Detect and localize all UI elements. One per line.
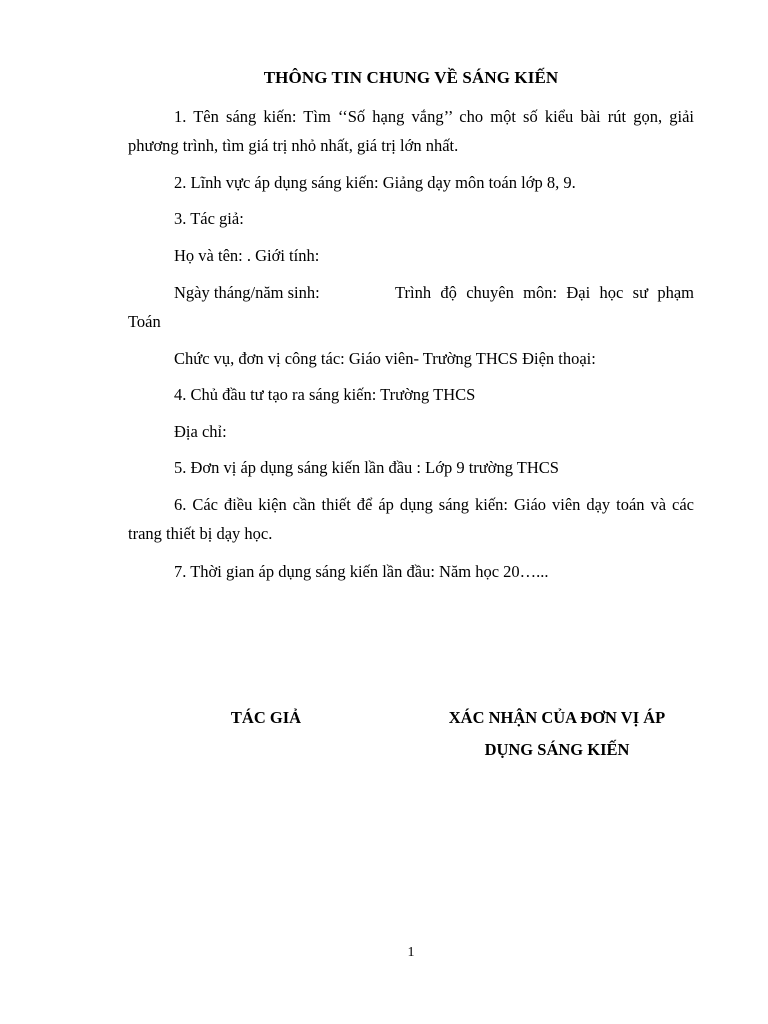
qualification-continuation: Toán (128, 312, 161, 331)
item-7-application-time: 7. Thời gian áp dụng sáng kiến lần đầu: Năm học 20…... (174, 562, 549, 581)
name-gender-line: Họ và tên: . Giới tính: (174, 246, 320, 265)
dob-label: Ngày tháng/năm sinh: (174, 283, 320, 302)
item-5-applying-unit: 5. Đơn vị áp dụng sáng kiến lần đầu : Lớp 9 trường THCS (174, 458, 559, 477)
document-title: THÔNG TIN CHUNG VỀ SÁNG KIẾN (263, 68, 559, 87)
item-1-initiative-name: 1. Tên sáng kiến: Tìm ‘‘Số hạng vắng’’ cho một số kiểu bài rút gọn, giải phương trình, tìm giá trị nhỏ nhất, giá trị lớn nhất. (128, 107, 694, 155)
item-2-field-of-application: 2. Lĩnh vực áp dụng sáng kiến: Giảng dạy môn toán lớp 8, 9. (174, 173, 576, 192)
item-3-author-heading: 3. Tác giả: (174, 209, 244, 228)
position-workplace-line: Chức vụ, đơn vị công tác: Giáo viên- Trường THCS Điện thoại: (174, 349, 596, 368)
unit-confirmation-line-1: XÁC NHẬN CỦA ĐƠN VỊ ÁP (448, 708, 666, 727)
item-6-conditions: 6. Các điều kiện cần thiết để áp dụng sáng kiến: Giáo viên dạy toán và các trang thiết bị dạy học. (128, 495, 694, 543)
item-4-investor: 4. Chủ đầu tư tạo ra sáng kiến: Trường THCS (174, 385, 476, 404)
address-line: Địa chỉ: (174, 422, 227, 441)
author-signature-heading: TÁC GIẢ (230, 708, 302, 727)
unit-confirmation-heading (415, 703, 699, 764)
dob-qualification-line (174, 278, 694, 307)
qualification-label: Trình độ chuyên môn: Đại học sư phạm (395, 283, 694, 302)
unit-confirmation-line-2: DỤNG SÁNG KIẾN (484, 740, 630, 759)
page-number: 1 (407, 945, 415, 960)
